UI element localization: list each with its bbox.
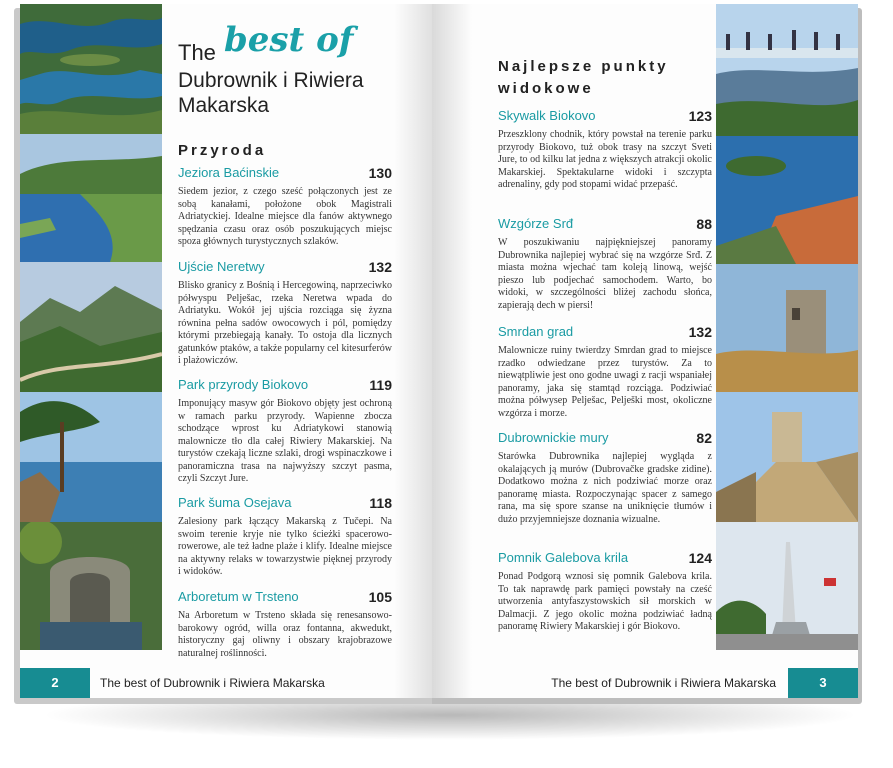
entry-srd	[498, 216, 712, 312]
entry-name: Park šuma Osejava	[178, 495, 292, 510]
entry-neretwa	[178, 259, 392, 368]
entry-page-number: 132	[688, 324, 712, 340]
entry-name: Ujście Neretwy	[178, 259, 265, 274]
photo-skywalk	[716, 4, 858, 136]
open-guidebook	[14, 4, 862, 706]
entry-jeziora	[178, 165, 392, 249]
entry-biokovo	[178, 377, 392, 486]
photo-smrdan-tower	[716, 264, 858, 392]
photo-lakes-aerial	[20, 4, 162, 134]
entry-page-number: 105	[368, 589, 392, 605]
entry-page-number: 119	[369, 377, 392, 393]
entry-description: W poszukiwaniu najpiękniejszej panoramy Dubrownika najlepiej wybrać się na wzgórze Srđ. Z miasta można wjechać tam koleją linową, wejść pieszo lub podjechać samochodem. Warto, bo widoki, w szczególności bliżej zachodu słońca, zapierają dech w piersi!	[498, 237, 712, 311]
entry-description: Siedem jezior, z czego sześć połączonych jest ze sobą kanałami, położone obok Magistrali Adriatyckiej. Idealne miejsce dla fanów aktywnego spędzania czasu oraz osób poszukujących miejsc spoza głównych turystycznych szlaków.	[178, 186, 392, 247]
entry-page-number: 118	[369, 495, 392, 511]
entry-osejava	[178, 495, 392, 579]
left-page	[20, 4, 434, 698]
photo-biokovo-mountains	[20, 262, 162, 392]
footer-running-title: The best of Dubrownik i Riwiera Makarska	[551, 676, 776, 690]
entry-name: Jeziora Baćinskie	[178, 165, 280, 180]
entry-skywalk	[498, 108, 712, 192]
entry-page-number: 123	[688, 108, 712, 124]
entry-description: Blisko granicy z Bośnią i Hercegowiną, naprzeciwko półwyspu Pelješac, rzeka Neretwa wpada do Adriatyku. Wokół jej ujścia rozciąga się żyzna równina pełna sadów owocowych i pól, pomiędzy którymi przebiegają kanały. To ostoja dla licznych gatunków ptaków, a także popularny cel kitesurferów i plażowiczów.	[178, 280, 392, 366]
photo-dubrovnik-panorama	[716, 136, 858, 264]
entry-page-number: 124	[688, 550, 712, 566]
entry-description: Ponad Podgorą wznosi się pomnik Galebova krila. To tak naprawdę park pamięci powstały na cześć utworzenia antyfaszystowskich sił morskich w Dalmacji. Z jego okolic można podziwiać ładną panoramę Riwiery Makarskiej i gór Biokovo.	[498, 571, 712, 632]
entry-description: Malownicze ruiny twierdzy Smrdan grad to miejsce rzadko odwiedzane przez turystów. Za to niewątpliwie jest ono godne uwagi z racji wspaniałej panoramy, jaka się stamtąd rozciąga. Podziwiać można półwysep Pelješac, Pelješki most, okoliczne wzgórza i morze.	[498, 345, 712, 419]
entry-description: Na Arboretum w Trsteno składa się renesansowo-barokowy ogród, willa oraz fontanna, akwedukt, historyczny gaj oliwny i obszary krajobrazowe naturalnej roślinności.	[178, 610, 392, 659]
page-number-left: 2	[20, 668, 90, 698]
entry-name: Wzgórze Srđ	[498, 216, 574, 231]
entry-page-number: 88	[696, 216, 712, 232]
entry-name: Smrdan grad	[498, 324, 574, 339]
entry-page-number: 132	[368, 259, 392, 275]
entry-description: Starówka Dubrownika najlepiej wygląda z okalających ją murów (Dubrovačke gradske zidine). Dodatkowo można z nich podziwiać morze oraz panoramę miasta. Rozpoczynając spacer z samego rana, ma się spore szanse na uniknięcie tłumów i dużo przyjemniejsze doznania wizualne.	[498, 451, 712, 525]
page-number-right: 3	[788, 668, 858, 698]
entry-name: Skywalk Biokovo	[498, 108, 596, 123]
entry-city-walls	[498, 430, 712, 526]
entry-page-number: 130	[368, 165, 392, 181]
photo-city-walls	[716, 392, 858, 522]
photo-arboretum-fountain	[20, 522, 162, 650]
photo-pine-coast	[20, 392, 162, 522]
entry-page-number: 82	[696, 430, 712, 446]
entry-name: Park przyrody Biokovo	[178, 377, 309, 392]
title-script: best of	[224, 20, 354, 60]
right-gutter-shade	[432, 4, 472, 698]
photo-galebova-krila-monument	[716, 522, 858, 650]
entry-name: Arboretum w Trsteno	[178, 589, 299, 604]
title-prefix: The	[178, 40, 216, 65]
entry-description: Imponujący masyw gór Biokovo objęty jest ochroną w ramach parku przyrody. Wapienne zbocza schodzące wprost ku Adriatykowi stanowią malownicze tło dla całej Riwiery Makarskiej. Na turystów czekają liczne szlaki, drogi wspinaczkowe i panoramiczna trasa na najwyższy szczyt pasma, czyli Szczyt Jure.	[178, 398, 392, 484]
entry-smrdan-grad	[498, 324, 712, 420]
entry-name: Dubrownickie mury	[498, 430, 609, 445]
section-heading-nature: Przyroda	[178, 142, 267, 159]
footer-running-title: The best of Dubrownik i Riwiera Makarska	[100, 676, 325, 690]
book-title: Dubrownik i Riwiera Makarska	[178, 69, 364, 117]
entry-description: Przeszklony chodnik, który powstał na terenie parku przyrody Biokovo, tuż obok trasy na szczyt Sveti Jure, to od kilku lat jedna z większych atrakcji okolic Makarskiej. Spektakularne widoki i szczypta adrenaliny, gdy pod stopami widać przepaść.	[498, 129, 712, 190]
right-footer	[432, 668, 858, 698]
entry-trsteno	[178, 589, 392, 660]
left-footer	[20, 668, 434, 698]
entry-name: Pomnik Galebova krila	[498, 550, 629, 565]
entry-description: Zalesiony park łączący Makarską z Tučepi. Na swoim terenie kryje nie tylko ścieżki spacerowo-rowerowe, ale też ładne plaże i klify. Idealne miejsce na aktywny relaks w towarzystwie pięknej przyrody i widoków.	[178, 516, 392, 577]
right-page	[432, 4, 858, 698]
section-heading-viewpoints: Najlepsze punkty widokowe	[498, 58, 669, 97]
entry-galebova-krila	[498, 550, 712, 634]
photo-neretva-river	[20, 134, 162, 262]
